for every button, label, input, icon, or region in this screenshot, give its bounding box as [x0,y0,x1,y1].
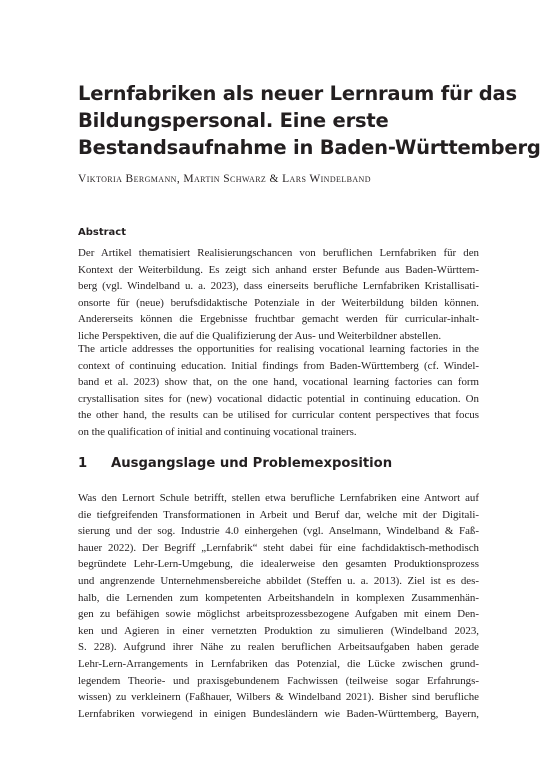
text-line: liche Perspektiven, die auf die Qualifizierung der Aus- und Weiterbildner abstellen. [78,329,442,342]
text-line: halb, die Lernenden zum kompetenten Arbeitshandeln in komplexen Zusammenhän- [78,591,479,604]
section-heading [78,456,392,471]
text-line: Was den Lernort Schule betrifft, stellen etwa berufliche Lernfabriken eine Antwort auf [78,492,479,504]
text-line: und angrenzende Unternehmensbereiche abbildet (Steffen u. a. 2013). Ziel ist es des- [78,574,479,587]
text-line: onsorte für (neue) berufsdidaktische Potenziale in der Weiterbildung bilden können. [78,296,479,309]
text-line: crystallisation sites for (new) vocational didactic potential in continuing education. On [78,392,479,405]
text-line: band et al. 2023) show that, on the one hand, vocational learning factories can form [78,376,479,389]
text-line: on the qualification of initial and continuing vocational trainers. [78,425,357,438]
text-line: wissen) zu verkleinern (Faßhauer, Wilbers & Windelband 2021). Bisher sind berufliche [78,691,479,704]
text-line: the other hand, the results can be utilised for curricular content perspectives that focus [78,409,479,422]
text-line: legendem Theorie- und praxisgebundenem Fachwissen (teilweise sogar Erfahrungs- [78,674,479,687]
title-line: Bildungspersonal. Eine erste [78,109,389,132]
text-line: context of continuing education. Initial findings from Baden-Württemberg (cf. Windel- [78,359,479,372]
section-number: 1 [78,456,88,471]
text-line: begründete Lehr-Lern-Umgebung, die idealerweise den gesamten Produktionsprozess [78,558,479,571]
abstract-english [78,341,479,441]
text-line: The article addresses the opportunities for realising vocational learning factories in the [78,343,479,355]
text-line: sierung und der sog. Industrie 4.0 einhergehen (vgl. Anselmann, Windelband & Faß- [78,525,479,538]
text-line: gen zu befähigen sowie möglichst arbeitsprozessbezogene Aufgaben mit einem Den- [78,608,479,621]
abstract-german [78,245,479,345]
text-line: Kontext der Weiterbildung. Es zeigt sich anhand erster Befunde aus Baden-Württem- [78,263,479,276]
title-line: Lernfabriken als neuer Lernraum für das [78,82,517,105]
paper-title [78,80,541,161]
abstract-heading: Abstract [78,227,127,238]
text-line: die tiefgreifenden Transformationen in Arbeit und Beruf dar, welche mit der Digitali- [78,508,479,521]
text-line: Lernfabriken vorwiegend in einigen Bundesländern wie Baden-Württemberg, Bayern, [78,707,479,720]
text-line: ken und Agieren in einer vernetzten Produktion zu simulieren (Windelband 2023, [78,624,479,637]
text-line: Andererseits können die Ergebnisse fruchtbar gemacht werden für curricular-inhalt- [78,313,479,326]
text-line: S. 228). Aufgrund ihrer Nähe zu realen beruflichen Arbeitsaufgaben haben gerade [78,641,479,654]
text-line: hauer 2022). Der Begriff „Lernfabrik“ steht dabei für eine fachdidaktisch-methodisch [78,541,479,554]
title-line: Bestandsaufnahme in Baden-Württemberg [78,136,541,159]
text-line: berg (vgl. Windelband u. a. 2023), dass einerseits berufliche Lernfabriken Kristallisati- [78,280,479,293]
section-body [78,490,479,722]
text-line: Der Artikel thematisiert Realisierungschancen von beruflichen Lernfabriken für den [78,247,479,259]
section-title: Ausgangslage und Problemexposition [111,456,393,471]
text-line: Lehr-Lern-Arrangements in Lernfabriken das Potenzial, die Lücke zwischen grund- [78,657,479,670]
author-list: Viktoria Bergmann, Martin Schwarz & Lars Windelband [78,173,371,185]
